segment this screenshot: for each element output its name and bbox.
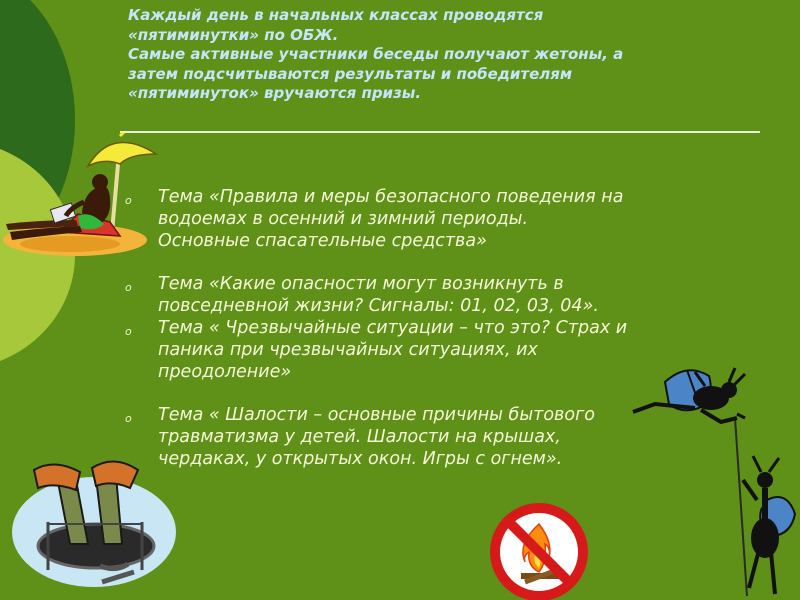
manhole-fall-icon: [4, 452, 179, 600]
header-divider: [120, 131, 760, 133]
topic-line: паника при чрезвычайных ситуациях, их: [158, 340, 538, 360]
bullet-icon: o: [125, 412, 132, 425]
header-line: Самые активные участники беседы получают жетоны, а: [128, 45, 624, 63]
topic-item: [122, 186, 772, 252]
topic-line: Тема « Шалости – основные причины бытового: [158, 405, 595, 425]
topic-line: преодоление»: [158, 362, 292, 382]
bullet-icon: o: [125, 325, 132, 338]
bullet-icon: o: [125, 281, 132, 294]
topic-item: [122, 273, 772, 317]
topic-line: травматизма у детей. Шалости на крышах,: [158, 427, 561, 447]
header-line: «пятиминутки» по ОБЖ.: [128, 25, 339, 44]
climbing-ants-icon: [625, 360, 800, 600]
topic-line: Основные спасательные средства»: [158, 231, 487, 251]
topic-line: чердаках, у открытых окон. Игры с огнем».: [158, 449, 563, 469]
bullet-icon: o: [125, 194, 132, 207]
topic-line: Тема «Какие опасности могут возникнуть в: [158, 274, 564, 294]
header-line: «пятиминуток» вручаются призы.: [128, 84, 422, 102]
header-line: затем подсчитываются результаты и победителям: [128, 64, 573, 83]
no-fire-sign-icon: [487, 500, 591, 600]
topic-line: Тема «Правила и меры безопасного поведения на: [158, 187, 624, 207]
header-line: Каждый день в начальных классах проводятся: [128, 6, 544, 24]
header-text: [128, 6, 768, 104]
topic-line: повседневной жизни? Сигналы: 01, 02, 03, 04».: [158, 296, 599, 316]
topic-line: водоемах в осенний и зимний периоды.: [158, 209, 529, 229]
topic-line: Тема « Чрезвычайные ситуации – что это? Страх и: [158, 318, 628, 338]
beach-sunbather-icon: [0, 132, 160, 262]
